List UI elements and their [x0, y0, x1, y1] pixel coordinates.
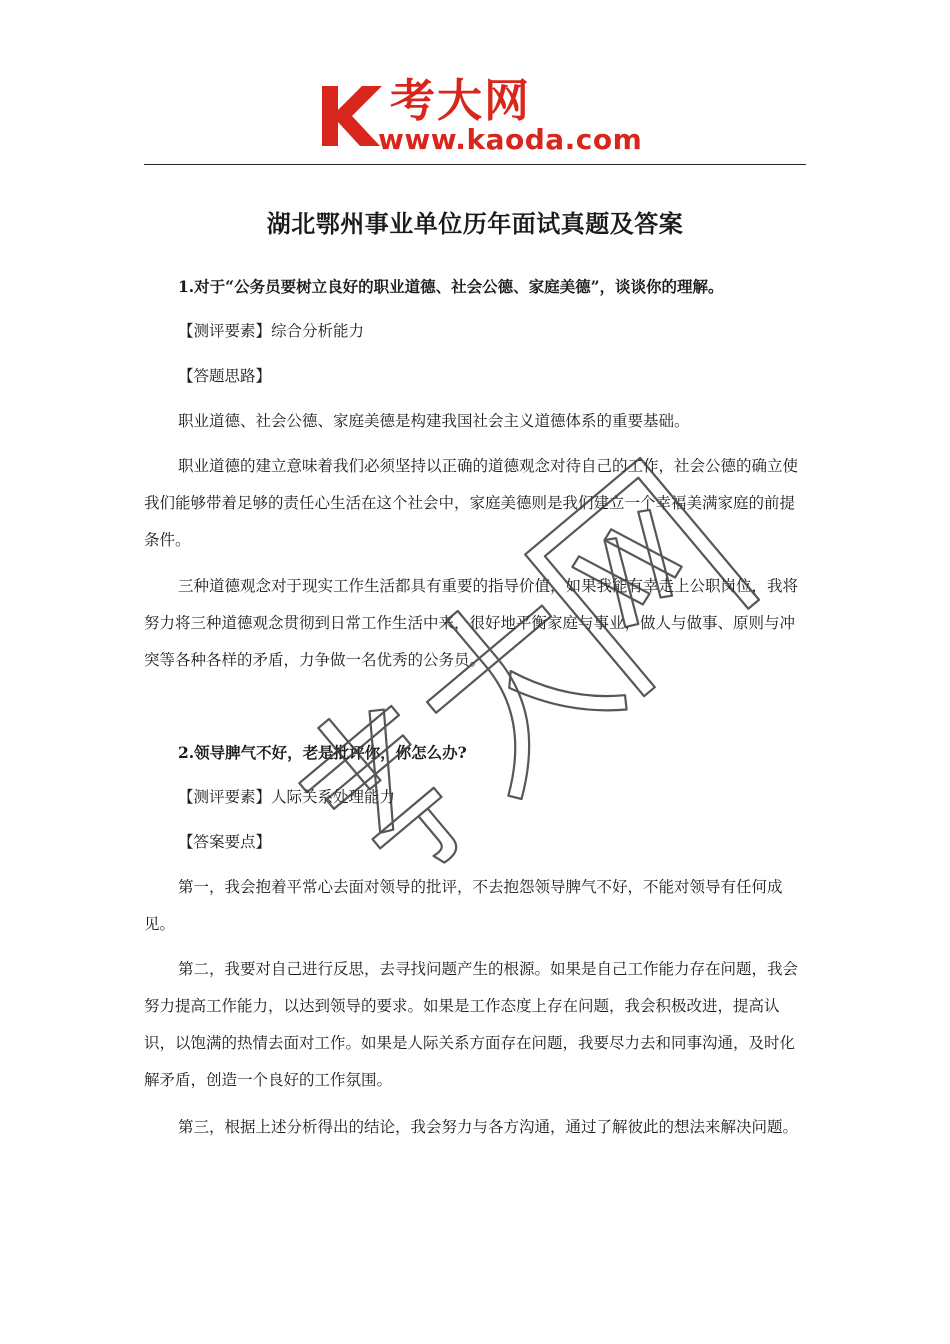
q1-paragraph-2: 职业道德的建立意味着我们必须坚持以正确的道德观念对待自己的工作，社会公德的确立使我们能够带着足够的责任心生活在这个社会中，家庭美德则是我们建立一个幸福美满家庭的前提条件。	[144, 457, 799, 549]
kaoda-logo[interactable]	[318, 74, 643, 160]
logo-url: www.kaoda.com	[378, 123, 643, 156]
q2-points-label: 【答案要点】	[178, 833, 272, 851]
question-1: 1.对于“公务员要树立良好的职业道德、社会公德、家庭美德”，谈谈你的理解。	[178, 277, 724, 296]
logo-text-cn: 考大网	[390, 74, 532, 127]
q2-paragraph-2: 第二，我要对自己进行反思，去寻找问题产生的根源。如果是自己工作能力存在问题，我会努力提高工作能力，以达到领导的要求。如果是工作态度上存在问题，我会积极改进，提高认识，以饱满的热情去面对工作。如果是人际关系方面存在问题，我要尽力去和同事沟通，及时化解矛盾，创造一个良好的工作氛围。	[144, 960, 799, 1089]
q2-element: 【测评要素】人际关系处理能力	[178, 788, 396, 806]
q1-element: 【测评要素】综合分析能力	[178, 322, 365, 340]
header-divider	[144, 164, 806, 165]
q2-paragraph-1: 第一，我会抱着平常心去面对领导的批评，不去抱怨领导脾气不好，不能对领导有任何成见。	[144, 878, 783, 933]
question-2: 2.领导脾气不好，老是批评你，你怎么办?	[178, 743, 467, 762]
q1-paragraph-3: 三种道德观念对于现实工作生活都具有重要的指导价值，如果我能有幸走上公职岗位，我将努力将三种道德观念贯彻到日常工作生活中来，很好地平衡家庭与事业，做人与做事、原则与冲突等各种各样的矛盾，力争做一名优秀的公务员。	[144, 577, 799, 669]
q2-paragraph-3: 第三，根据上述分析得出的结论，我会努力与各方沟通，通过了解彼此的想法来解决问题。	[178, 1118, 799, 1136]
document-title: 湖北鄂州事业单位历年面试真题及答案	[266, 209, 684, 238]
q1-approach-label: 【答题思路】	[178, 367, 272, 385]
q1-paragraph-1: 职业道德、社会公德、家庭美德是构建我国社会主义道德体系的重要基础。	[178, 412, 690, 430]
